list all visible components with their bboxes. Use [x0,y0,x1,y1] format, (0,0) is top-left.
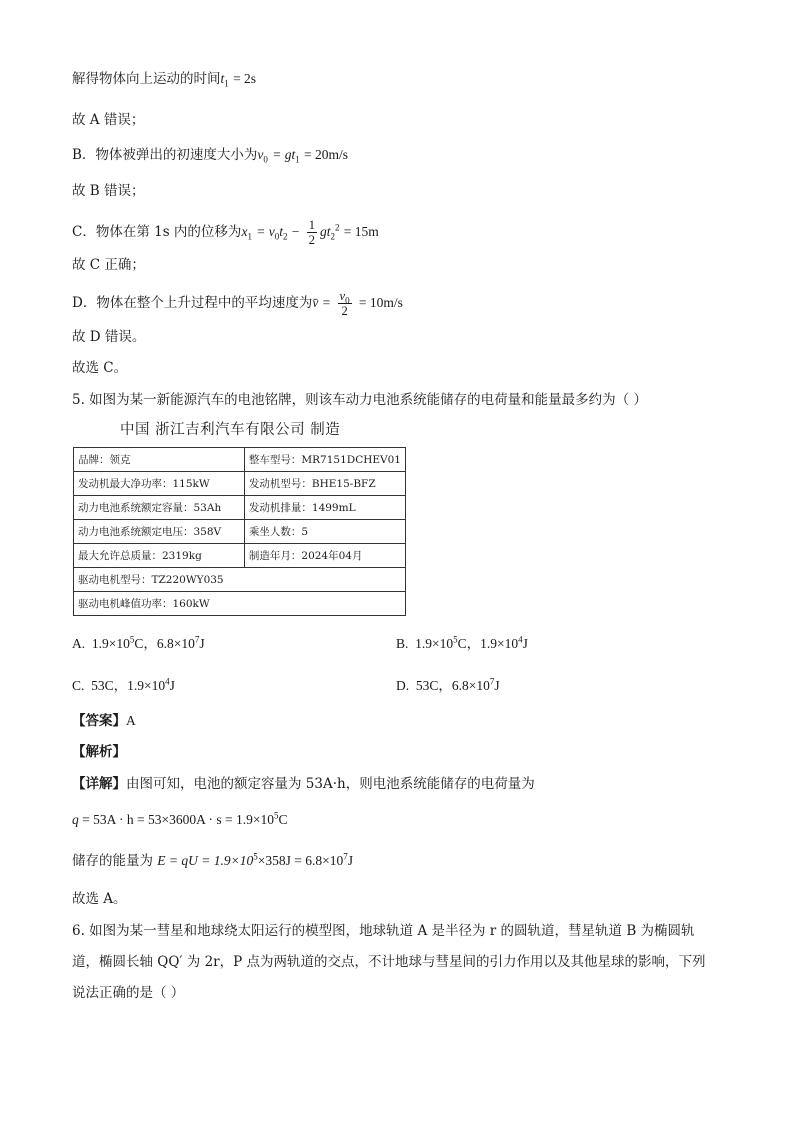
option-label: C. [72,678,85,693]
exp: 7 [343,851,348,862]
exp: 4 [165,676,170,687]
text: D．物体在整个上升过程中的平均速度为 [72,295,313,311]
exp: 7 [489,676,495,687]
exp: 4 [518,634,523,645]
exp: 5 [253,851,258,862]
table-cell: 乘坐人数：5 [244,520,405,544]
table-cell: 发动机最大净功率：115kW [74,472,245,496]
table-cell: 驱动电机型号：TZ220WY035 [74,568,406,592]
sub: 0 [345,295,350,306]
eq-body: E = qU = 1.9×10 [157,853,254,868]
unit: J [347,853,353,868]
question-6-line-2: 道，椭圆长轴 QQ′ 为 2r，P 点为两轨道的交点，不计地球与彗星间的引力作用以及其他星球的影响，下列 [72,954,706,970]
nameplate-table [73,447,406,616]
unit: C [278,812,288,827]
detail-line [72,774,535,794]
var-x: x [241,224,248,239]
result: = 20m/s [304,147,349,162]
denominator: 2 [341,304,348,318]
table-row [74,448,406,472]
text: 1.9×10 [91,636,130,651]
text: J [494,678,500,693]
table-cell: 驱动电机峰值功率：160kW [74,592,406,616]
answer-value: A [126,713,136,728]
sub: 1 [224,78,229,89]
text: 解得物体向上运动的时间 [72,71,221,87]
sub: 1 [247,231,252,242]
sub: 0 [263,154,268,165]
var-gt: gt [319,224,331,239]
exp: 5 [129,634,135,645]
table-row [74,496,406,520]
solution-line-b-wrong: 故 B 错误； [72,183,145,199]
detail-text: 由图可知，电池的额定容量为 53A·h，则电池系统能储存的电荷量为 [126,776,535,792]
text: J [169,678,175,693]
solution-line-d-wrong: 故 D 错误。 [72,329,146,345]
eq: = [322,295,331,310]
numerator [338,289,352,304]
table-cell: 发动机型号：BHE15-BFZ [244,472,405,496]
option-b[interactable] [396,634,528,654]
sub: 1 [295,154,300,165]
value: = 2s [233,71,257,86]
table-cell: 动力电池系统额定容量：53Ah [74,496,245,520]
text: C．物体在第 1s 内的位移为 [72,224,242,240]
var-vbar: v̄ [312,295,319,310]
option-label: B. [396,636,409,651]
text: J [522,636,528,651]
text: B．物体被弹出的初速度大小为 [72,147,258,163]
eq-body: = 53A · h = 53×3600A · s = 1.9×10 [78,812,274,827]
table-row [74,544,406,568]
text: C，1.9×10 [457,636,519,651]
text: J [199,636,205,651]
solution-line-time [72,69,256,89]
option-c[interactable] [72,676,175,696]
result: = 10m/s [358,295,403,310]
option-label: A. [72,636,86,651]
eq: = v [256,224,275,239]
table-row [74,592,406,616]
text: 1.9×10 [415,636,454,651]
analysis-label [72,742,126,762]
table-cell: 最大允许总质量：2319kg [74,544,245,568]
eq: = gt [272,147,296,162]
sub: 2 [330,231,335,242]
detail-label: 【详解】 [72,776,126,792]
solution-line-c-right: 故 C 正确； [72,257,145,273]
nameplate-title: 中国 浙江吉利汽车有限公司 制造 [120,422,341,438]
exp: 7 [194,634,200,645]
var-t: t [220,71,225,86]
exp: 5 [453,634,458,645]
table-cell: 制造年月：2024年04月 [244,544,405,568]
result: = 15m [343,224,379,239]
text: C，6.8×10 [134,636,195,651]
fraction-v0-over-2 [338,289,352,318]
option-d[interactable] [396,676,500,696]
sup: 2 [334,222,340,233]
question-6-line-1: 6. 如图为某一彗星和地球绕太阳运行的模型图，地球轨道 A 是半径为 r 的圆轨道，彗星轨道 B 为椭圆轨 [72,923,695,939]
option-label: D. [396,678,410,693]
text: 储存的能量为 [72,853,158,869]
analysis-heading: 【解析】 [72,744,126,760]
question-5-stem: 5. 如图为某一新能源汽车的电池铭牌，则该车动力电池系统能储存的电荷量和能量最多约为（ ） [72,392,647,408]
table-row [74,568,406,592]
equation-charge [72,810,287,830]
solution-line-b [72,145,348,165]
var-v: v [339,289,346,303]
table-cell: 发动机排量：1499mL [244,496,405,520]
text: 53C，6.8×10 [415,678,490,693]
var-v: v [257,147,264,162]
table-cell: 整车型号：MR7151DCHEV01 [244,448,405,472]
sub: 2 [282,231,288,242]
sub: 0 [274,231,280,242]
equation-energy [72,851,353,871]
table-cell: 品牌：领克 [74,448,245,472]
numerator: 1 [308,218,315,232]
question-6-line-3: 说法正确的是（ ） [72,985,185,1001]
var-q: q [72,812,79,827]
exp: 5 [273,810,279,821]
option-a[interactable] [72,634,205,654]
table-cell: 动力电池系统额定电压：358V [74,520,245,544]
conclusion-a: 故选 A。 [72,891,127,907]
denominator: 2 [308,233,315,247]
text: 53C，1.9×10 [91,678,166,693]
answer-label: 【答案】 [72,713,126,729]
solution-line-c [72,218,379,247]
table-row [74,520,406,544]
answer-line [72,711,136,731]
solution-line-d [72,289,403,318]
solution-line-a-wrong: 故 A 错误； [72,112,145,128]
var-t: t [279,224,283,239]
solution-conclusion-c: 故选 C。 [72,360,128,376]
eq-mid: ×358J = 6.8×10 [257,853,344,868]
minus: − [291,224,300,239]
table-row [74,472,406,496]
fraction-half [307,218,317,247]
